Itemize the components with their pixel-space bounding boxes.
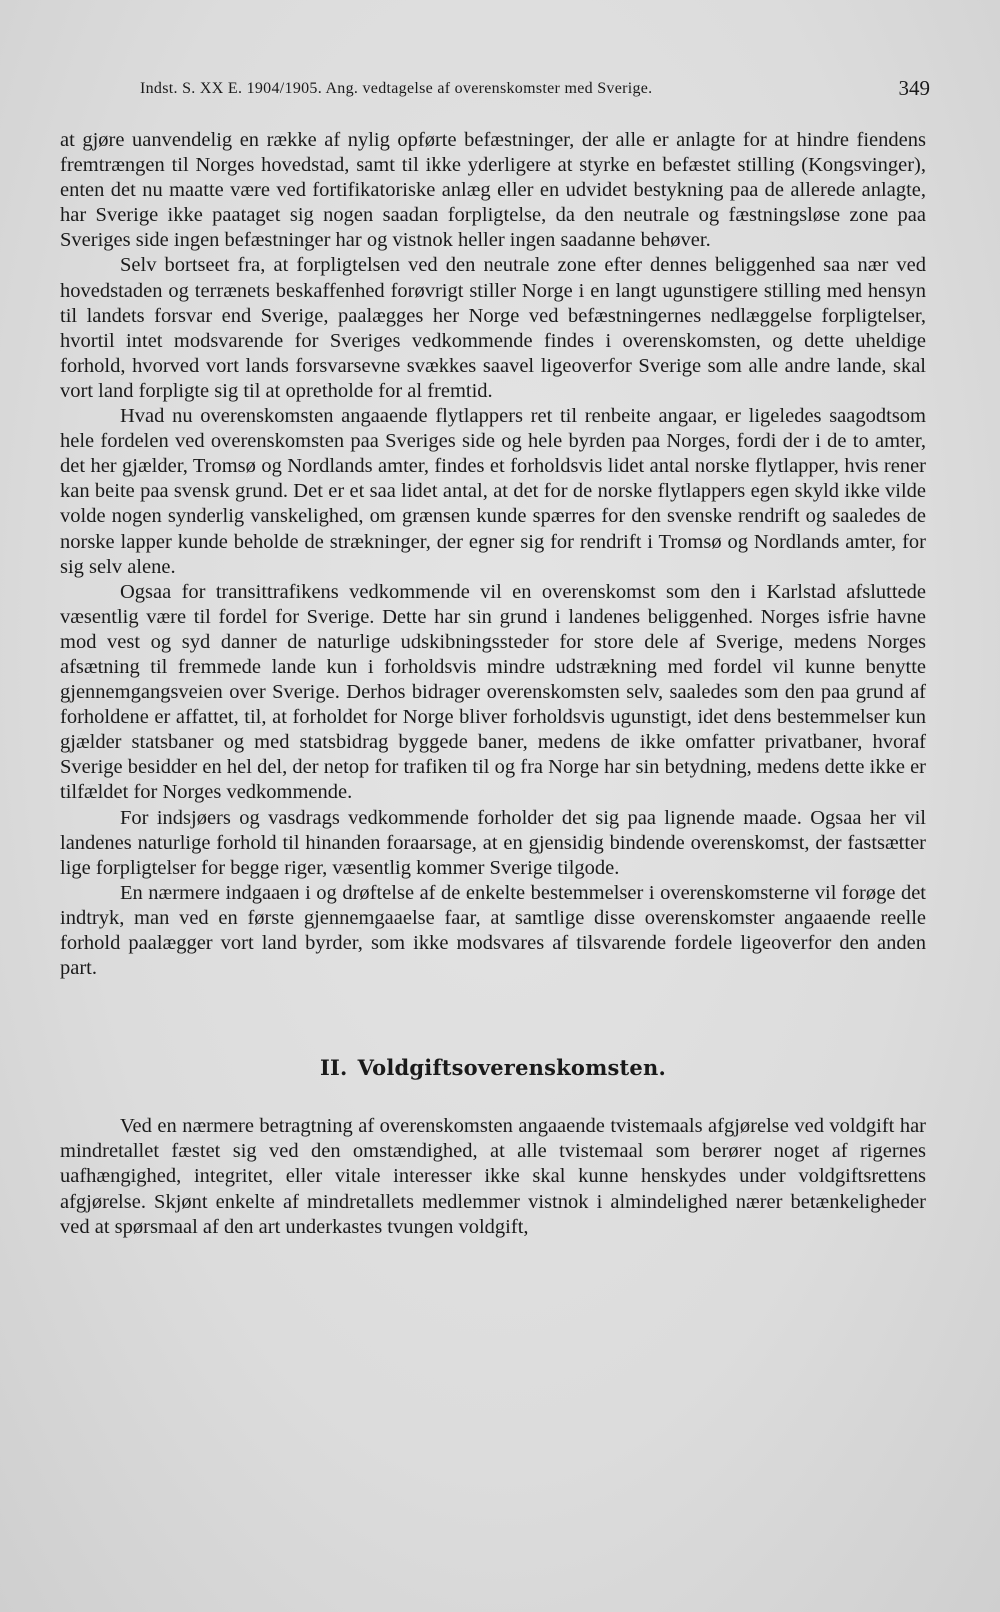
- running-title: Indst. S. XX E. 1904/1905. Ang. vedtagelse af overenskomster med Sverige.: [140, 80, 653, 97]
- paragraph: Selv bortseet fra, at forpligtelsen ved den neutrale zone efter dennes beliggenhed saa nær ved hovedstaden og terrænets beskaffenhed forøvrigt stiller Norge i en langt ugunstigere stilling med hensyn til landets forsvar end Sverige, paalægges her Norge ved befæstningernes nedlæggelse forpligtelser, hvortil intet modsvarende for Sveriges vedkommende findes i overenskomsten, og dette uheldige forhold, hvorved vort lands forsvarsevne svækkes saavel ligeoverfor Sverige som alle andre lande, skal vort land forpligte sig til at opretholde for al fremtid.: [60, 254, 926, 402]
- paragraph: Ved en nærmere betragtning af overenskomsten angaaende tvistemaals afgjørelse ved voldgift har mindretallet fæstet sig ved den omstændighed, at alle tvistemaal som berører noget af rigernes uafhængighed, integritet, eller vitale interesser ikke skal kunne henskydes under voldgiftsrettens afgjørelse. Skjønt enkelte af mindretallets medlemmer vistnok i almindelighed nærer betænkeligheder ved at spørsmaal af den art underkastes tvungen voldgift,: [60, 1115, 926, 1238]
- paragraph: Ogsaa for transittrafikens vedkommende vil en overenskomst som den i Karlstad afsluttede væsentlig være til fordel for Sverige. Dette har sin grund i landenes beliggenhed. Norges isfrie havne mod vest og syd danner de naturlige udskibningssteder for store dele af Sverige, medens Norges afsætning til fremmede lande kun i forholdsvis mindre udstrækning med fordel vil kunne benytte gjennemgangsveien over Sverige. Derhos bidrager overenskomsten selv, saaledes som den paa grund af forholdene er affattet, til, at forholdet for Norge bliver forholdsvis ugunstigt, idet dens bestemmelser kun gjælder statsbaner og med statsbidrag byggede baner, medens de ikke omfatter privatbaner, hvoraf Sverige besidder en hel del, der netop for trafiken til og fra Norge har sin betydning, medens dette ikke er tilfældet for Norges vedkommende.: [60, 580, 926, 804]
- paragraph: For indsjøers og vasdrags vedkommende forholder det sig paa lignende maade. Ogsaa her vil landenes naturlige forhold til hinanden foraarsage, at en gjensidig bindende overenskomst, der fastsætter lige forpligtelser for begge riger, væsentlig kommer Sverige tilgode.: [60, 806, 926, 879]
- section-spacer: [60, 981, 926, 1055]
- paragraph: at gjøre uanvendelig en række af nylig opførte befæstninger, der alle er anlagte for at hindre fiendens fremtrængen til Norges hovedstad, samt til ikke yderligere at styrke en befæstet stilling (Kongsvinger), enten det nu maatte være ved fortifikatoriske anlæg eller en udvidet bestykning paa de allerede anlagte, har Sverige ikke paataget sig nogen saadan forpligtelse, da den neutrale og fæstningsløse zone paa Sveriges side ingen befæstninger har og vistnok heller ingen saadanne behøver.: [60, 129, 926, 252]
- section-title: Voldgiftsoverenskomsten.: [357, 1055, 666, 1081]
- page-header: [140, 76, 930, 102]
- page-number: 349: [898, 76, 930, 100]
- paragraph: Hvad nu overenskomsten angaaende flytlappers ret til renbeite angaar, er ligeledes saagodtsom hele fordelen ved overenskomsten paa Sveriges side og hele byrden paa Norges, fordi der i de to amter, det her gjælder, Tromsø og Nordlands amter, findes et forholdsvis lidet antal norske flytlapper, hvis rener kan beite paa svensk grund. Det er et saa lidet antal, at det for de norske flytlappers egen skyld ikke vilde volde nogen synderlig vanskelighed, om grænsen kunde spærres for den svenske rendrift og saaledes de norske lapper kunde beholde de strækninger, der egner sig for rendrift i Tromsø og Nordlands amter, for sig selv alene.: [60, 405, 926, 578]
- body-text: [60, 128, 926, 1240]
- paragraph: En nærmere indgaaen i og drøftelse af de enkelte bestemmelser i overenskomsterne vil forøge det indtryk, man ved en første gjennemgaaelse faar, at samtlige disse overenskomster angaaende reelle forhold paalægger vort land byrder, som ikke modsvares af tilsvarende fordele ligeoverfor den anden part.: [60, 881, 926, 980]
- section-number: II.: [320, 1055, 348, 1081]
- section-heading: [60, 1055, 926, 1080]
